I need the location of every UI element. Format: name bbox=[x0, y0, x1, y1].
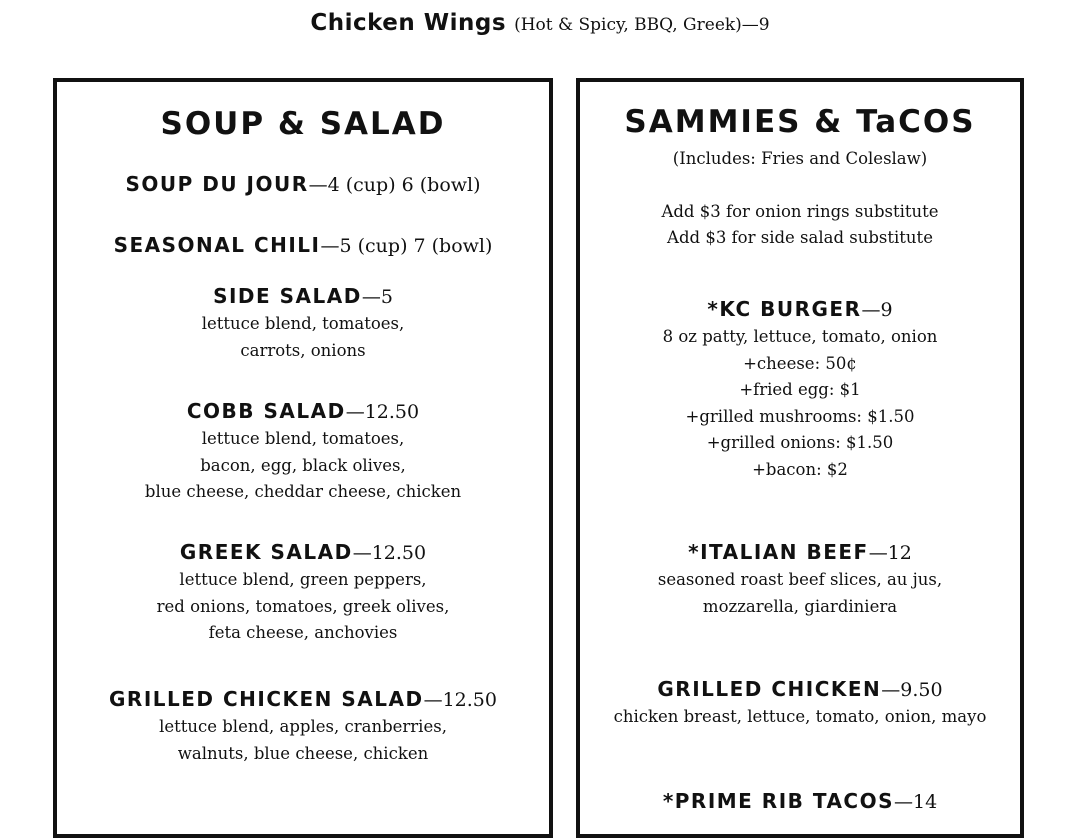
menu-item-addon: +grilled mushrooms: $1.50 bbox=[685, 406, 915, 426]
substitute-note: Add $3 for side salad substitute bbox=[667, 228, 933, 247]
menu-item-addon: +grilled onions: $1.50 bbox=[706, 433, 894, 452]
menu-item-price: —12.50 bbox=[423, 689, 497, 711]
menu-item-title bbox=[580, 675, 1020, 704]
menu-item-description: lettuce blend, tomatoes, bbox=[201, 429, 405, 448]
menu-item-name: GRILLED CHICKEN bbox=[657, 677, 882, 701]
menu-item-price: —12 bbox=[868, 542, 912, 564]
top-item-name: Chicken Wings bbox=[310, 10, 507, 36]
menu-item-name: SIDE SALAD bbox=[213, 284, 362, 308]
menu-item-description: chicken breast, lettuce, tomato, onion, mayo bbox=[613, 707, 987, 726]
menu-item-title bbox=[580, 538, 1020, 567]
menu-item-title bbox=[57, 538, 549, 567]
menu-item-side-salad bbox=[57, 282, 549, 364]
menu-item-name: GREEK SALAD bbox=[179, 540, 353, 564]
menu-item-price: —5 (cup) 7 (bowl) bbox=[320, 235, 493, 257]
menu-item-soup-du-jour bbox=[57, 170, 549, 199]
menu-item-prime-rib-tacos bbox=[580, 787, 1020, 816]
menu-item-price: —14 bbox=[894, 791, 938, 813]
menu-item-name: *ITALIAN BEEF bbox=[688, 540, 869, 564]
menu-item-price: —12.50 bbox=[345, 401, 420, 423]
menu-item-price: —9.50 bbox=[881, 679, 943, 701]
menu-item-name: SOUP DU JOUR bbox=[125, 172, 309, 196]
menu-item-kc-burger bbox=[580, 295, 1020, 483]
menu-item-name: SEASONAL CHILI bbox=[113, 233, 321, 257]
menu-item-greek-salad bbox=[57, 538, 549, 647]
menu-item-name: *PRIME RIB TACOS bbox=[662, 789, 894, 813]
menu-item-description: seasoned roast beef slices, au jus, bbox=[657, 570, 943, 589]
sammies-tacos-panel bbox=[576, 78, 1024, 838]
menu-item-seasonal-chili bbox=[57, 231, 549, 260]
menu-item-addon: +fried egg: $1 bbox=[739, 380, 861, 399]
menu-item-title bbox=[580, 295, 1020, 324]
menu-item-description: walnuts, blue cheese, chicken bbox=[177, 743, 429, 763]
menu-item-title bbox=[57, 170, 549, 199]
menu-item-grilled-chicken bbox=[580, 675, 1020, 731]
menu-item-title bbox=[57, 231, 549, 260]
includes-note: (Includes: Fries and Coleslaw) bbox=[672, 149, 928, 168]
menu-item-price: —5 bbox=[361, 286, 393, 308]
menu-item-description: bacon, egg, black olives, bbox=[200, 455, 406, 475]
substitute-note: Add $3 for onion rings substitute bbox=[661, 202, 939, 221]
menu-item-name: COBB SALAD bbox=[186, 399, 346, 423]
menu-item-description: lettuce blend, apples, cranberries, bbox=[159, 717, 447, 736]
menu-item-description: red onions, tomatoes, greek olives, bbox=[156, 596, 450, 616]
menu-item-description: feta cheese, anchovies bbox=[208, 623, 398, 642]
menu-item-addon: +bacon: $2 bbox=[752, 459, 848, 479]
menu-item-title bbox=[57, 397, 549, 426]
top-item-line bbox=[0, 10, 1080, 36]
menu-item-name: GRILLED CHICKEN SALAD bbox=[109, 687, 424, 711]
menu-item-title bbox=[57, 282, 549, 311]
menu-item-description: 8 oz patty, lettuce, tomato, onion bbox=[662, 327, 938, 346]
menu-item-cobb-salad bbox=[57, 397, 549, 506]
soup-salad-panel bbox=[53, 78, 553, 838]
menu-item-name: *KC BURGER bbox=[707, 297, 862, 321]
menu-item-price: —9 bbox=[861, 299, 893, 321]
top-item-detail: (Hot & Spicy, BBQ, Greek)—9 bbox=[514, 15, 770, 35]
menu-item-grilled-chicken-salad bbox=[57, 685, 549, 767]
menu-item-price: —12.50 bbox=[352, 542, 427, 564]
menu-item-price: —4 (cup) 6 (bowl) bbox=[308, 174, 481, 196]
menu-item-description: lettuce blend, green peppers, bbox=[179, 570, 427, 589]
menu-item-description: carrots, onions bbox=[240, 340, 366, 360]
soup-salad-heading: SOUP & SALAD bbox=[160, 106, 446, 142]
menu-item-addon: +cheese: 50¢ bbox=[743, 353, 857, 373]
menu-item-title bbox=[580, 787, 1020, 816]
menu-item-italian-beef bbox=[580, 538, 1020, 620]
menu-item-description: blue cheese, cheddar cheese, chicken bbox=[144, 482, 462, 501]
menu-item-description: mozzarella, giardiniera bbox=[702, 596, 898, 616]
menu-item-title bbox=[57, 685, 549, 714]
sammies-tacos-heading: SAMMIES & TaCOS bbox=[624, 104, 976, 140]
menu-item-description: lettuce blend, tomatoes, bbox=[201, 314, 405, 333]
